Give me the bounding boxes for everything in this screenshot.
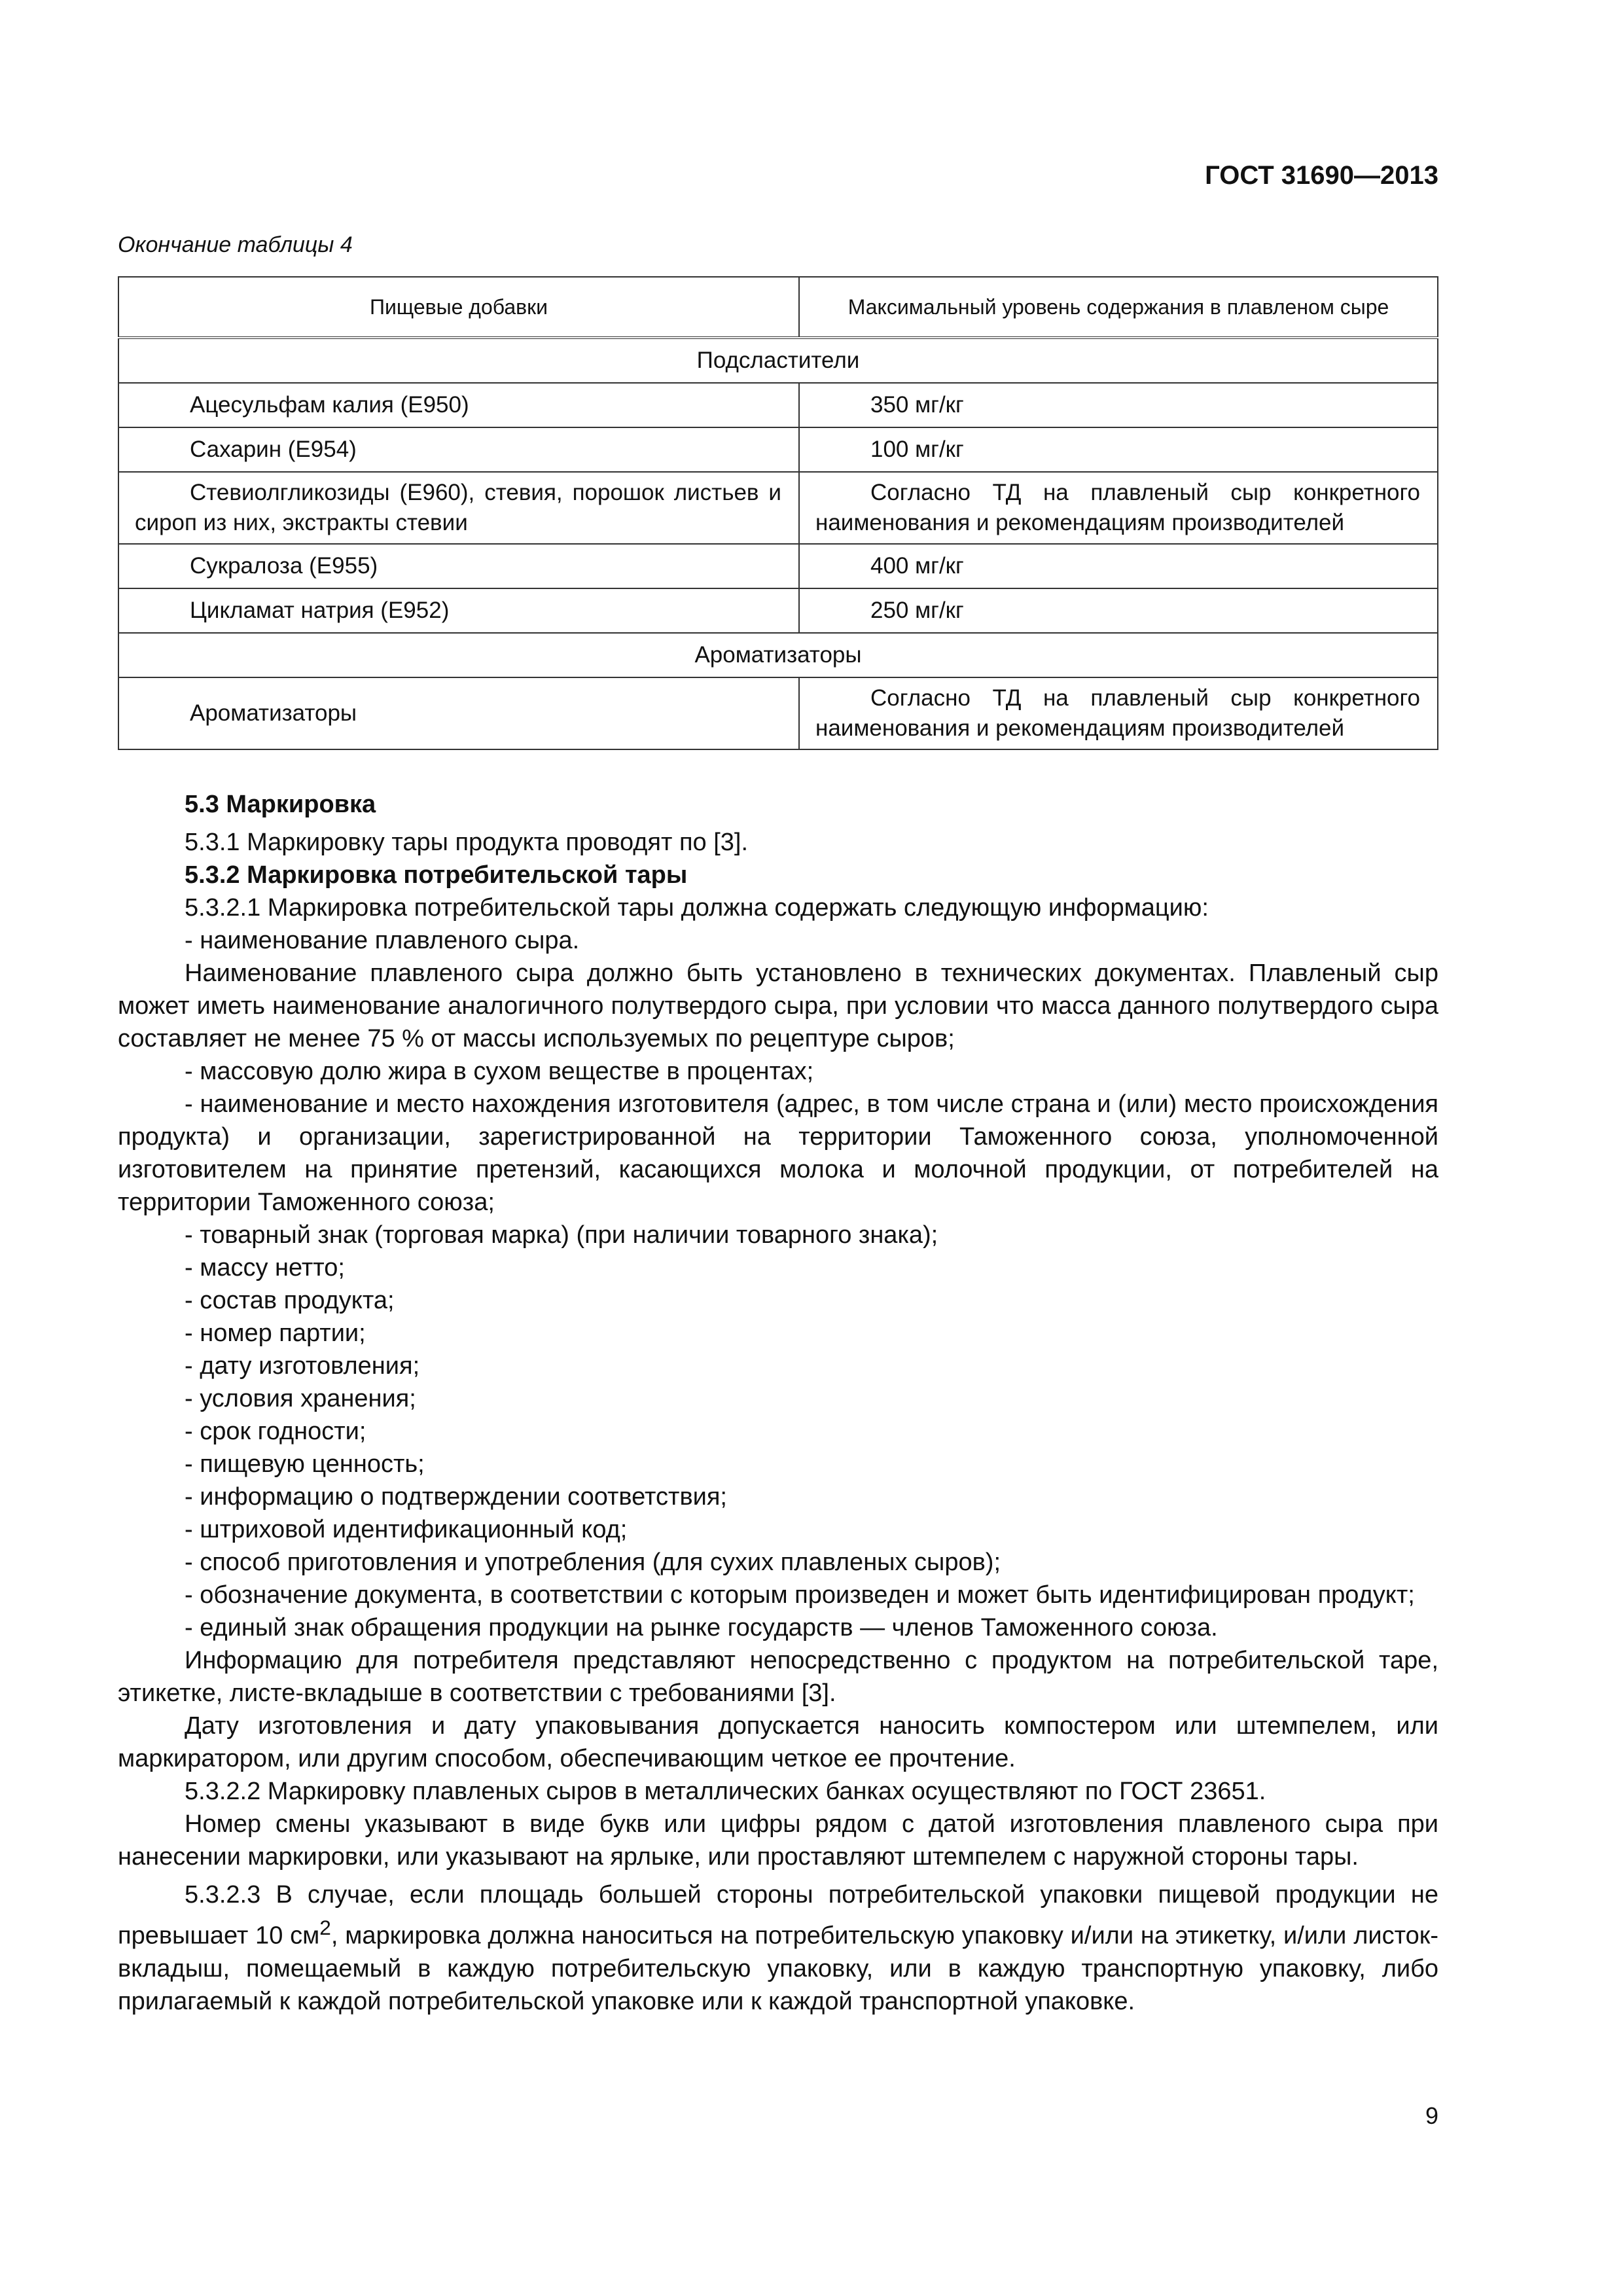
paragraph: Дату изготовления и дату упаковывания допускается наносить компостером или штемпелем, или маркиратором, или другим способом, обеспечивающим четкое ее прочтение. (118, 1712, 1438, 1772)
paragraph: 5.3.1 Маркировку тары продукта проводят по [3]. (185, 829, 749, 856)
group-title: Подсластители (118, 338, 1438, 383)
list-item: - состав продукта; (185, 1287, 395, 1314)
additive-name: Ацесульфам калия (Е950) (190, 392, 469, 418)
table-group-row (118, 633, 1438, 677)
additive-name: Сукралоза (Е955) (190, 553, 378, 579)
section-body (118, 788, 1438, 2018)
paragraph-text: 5.3.2.3 В случае, если площадь большей стороны потребительской упаковки пищевой продукции не превышает 10 см (118, 1881, 1438, 1950)
table-caption: Окончание таблицы 4 (118, 232, 353, 257)
list-item: - массовую долю жира в сухом веществе в процентах; (185, 1058, 814, 1085)
max-level: Согласно ТД на плавленый сыр конкретного наименования и рекомендациям производителей (815, 685, 1420, 741)
list-item: - единый знак обращения продукции на рынке государств — членов Таможенного союза. (185, 1614, 1218, 1641)
list-item: - массу нетто; (185, 1254, 345, 1282)
standard-designation: ГОСТ 31690—2013 (1205, 161, 1438, 190)
page-number: 9 (1425, 2102, 1438, 2129)
additive-name: Ароматизаторы (190, 700, 357, 726)
list-item: - срок годности; (185, 1418, 366, 1445)
table-row (118, 472, 1438, 544)
column-header: Максимальный уровень содержания в плавленом сыре (799, 277, 1438, 338)
column-header: Пищевые добавки (118, 277, 799, 338)
table-row (118, 677, 1438, 749)
max-level: Согласно ТД на плавленый сыр конкретного наименования и рекомендациям производителей (815, 480, 1420, 535)
list-item: - способ приготовления и употребления (для сухих плавленых сыров); (185, 1549, 1001, 1576)
max-level: 250 мг/кг (870, 598, 964, 623)
table-row (118, 383, 1438, 427)
subsection-heading: 5.3.2 Маркировка потребительской тары (185, 861, 688, 889)
additive-name: Цикламат натрия (Е952) (190, 598, 450, 623)
table-row (118, 427, 1438, 472)
max-level: 350 мг/кг (870, 392, 964, 418)
max-level: 400 мг/кг (870, 553, 964, 579)
paragraph: Информацию для потребителя представляют непосредственно с продуктом на потребительской таре, этикетке, листе-вкладыше в соответствии с требованиями [3]. (118, 1647, 1438, 1707)
group-title: Ароматизаторы (118, 633, 1438, 677)
max-level: 100 мг/кг (870, 437, 964, 462)
paragraph: Наименование плавленого сыра должно быть установлено в технических документах. Плавленый сыр может иметь наименование аналогичного полутвердого сыра, при условии что масса данного полутвердого сыра составляет не менее 75 % от массы используемых по рецептуре сыров; (118, 960, 1438, 1052)
list-item: - штриховой идентификационный код; (185, 1516, 628, 1543)
list-item: - товарный знак (торговая марка) (при наличии товарного знака); (185, 1221, 938, 1249)
superscript: 2 (319, 1916, 331, 1939)
list-item: - пищевую ценность; (185, 1450, 425, 1478)
list-item: - обозначение документа, в соответствии с которым произведен и может быть идентифицирован продукт; (185, 1581, 1415, 1609)
additive-name: Стевиолгликозиды (Е960), стевия, порошок листьев и сироп из них, экстракты стевии (135, 480, 781, 535)
paragraph (118, 1878, 1438, 2018)
table-group-row (118, 338, 1438, 383)
table-header-row (118, 277, 1438, 338)
table-row (118, 588, 1438, 633)
paragraph: 5.3.2.1 Маркировка потребительской тары должна содержать следующую информацию: (185, 894, 1209, 922)
list-item: - информацию о подтверждении соответствия; (185, 1483, 727, 1511)
list-item: - номер партии; (185, 1319, 366, 1347)
section-heading: 5.3 Маркировка (185, 791, 376, 818)
list-item: - наименование плавленого сыра. (185, 927, 580, 954)
table-row (118, 544, 1438, 588)
list-item: - дату изготовления; (185, 1352, 420, 1380)
paragraph: Номер смены указывают в виде букв или цифры рядом с датой изготовления плавленого сыра при нанесении маркировки, или указывают на ярлыке, или проставляют штемпелем с наружной стороны тары. (118, 1810, 1438, 1871)
list-item: - условия хранения; (185, 1385, 416, 1412)
food-additives-table (118, 276, 1438, 750)
paragraph: 5.3.2.2 Маркировку плавленых сыров в металлических банках осуществляют по ГОСТ 23651. (185, 1778, 1266, 1805)
additive-name: Сахарин (Е954) (190, 437, 357, 462)
paragraph-text: , маркировка должна наноситься на потребительскую упаковку и/или на этикетку, и/или листок-вкладыш, помещаемый в каждую потребительскую упаковку, или в каждую транспортную упаковку, либо прилагаемый к каждой потребительской упаковке или к каждой транспортной упаковке. (118, 1922, 1438, 2015)
list-item: - наименование и место нахождения изготовителя (адрес, в том числе страна и (или) место происхождения продукта) и организации, зарегистрированной на территории Таможенного союза, уполномоченной изготовителем на принятие претензий, касающихся молока и молочной продукции, от потребителей на территории Таможенного союза; (118, 1090, 1438, 1216)
